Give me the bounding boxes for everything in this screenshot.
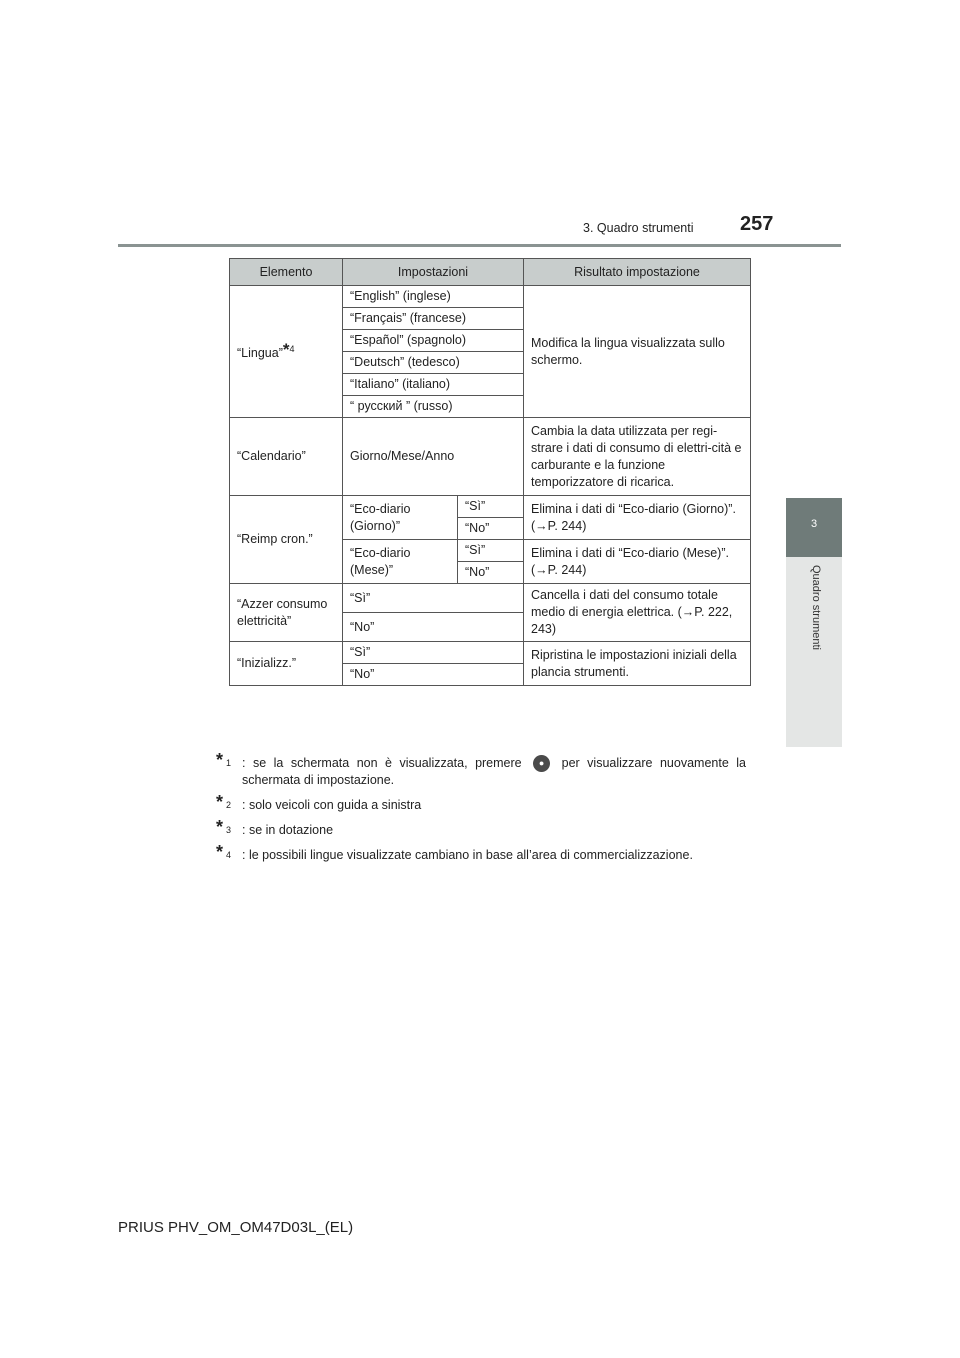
footnote-number: 4 bbox=[226, 850, 232, 861]
inizializz-yes: “Sì” bbox=[343, 642, 524, 664]
footnote-number: 2 bbox=[226, 800, 232, 811]
footnote-text: : le possibili lingue visualizzate cambiano in base all’area di commercializzazione. bbox=[242, 848, 693, 863]
inizializz-label: “Inizializz.” bbox=[230, 642, 343, 686]
footnotes bbox=[216, 750, 746, 872]
lingua-option: “Français” (francese) bbox=[343, 308, 524, 330]
calendario-result: Cambia la data utilizzata per regi-strare i dati di consumo di elettri-cità e carburante e la funzione temporizzatore di ricarica. bbox=[524, 418, 751, 496]
footnote-1 bbox=[216, 750, 746, 789]
lingua-option: “Italiano” (italiano) bbox=[343, 374, 524, 396]
eco-diario-mese-label: “Eco-diario (Mese)” bbox=[343, 540, 458, 584]
document-footer: PRIUS PHV_OM_OM47D03L_(EL) bbox=[118, 1219, 354, 1236]
header-rule bbox=[118, 244, 841, 247]
footnote-number: 1 bbox=[226, 758, 232, 768]
eco-diario-mese-yes: “Sì” bbox=[458, 540, 524, 562]
lingua-option: “Deutsch” (tedesco) bbox=[343, 352, 524, 374]
footnote-text: : solo veicoli con guida a sinistra bbox=[242, 798, 422, 813]
eco-diario-giorno-yes: “Sì” bbox=[458, 496, 524, 518]
chapter-number: 3 bbox=[810, 518, 818, 530]
lingua-option: “English” (inglese) bbox=[343, 286, 524, 308]
lingua-cell bbox=[230, 286, 343, 418]
lingua-option: “Español” (spagnolo) bbox=[343, 330, 524, 352]
eco-diario-giorno-result: Elimina i dati di “Eco-diario (Giorno)”. (→P. 244) bbox=[524, 496, 751, 540]
lingua-footnote-num: 4 bbox=[289, 343, 295, 354]
table-row bbox=[230, 286, 751, 308]
table-row bbox=[230, 642, 751, 664]
calendario-label: “Calendario” bbox=[230, 418, 343, 496]
table-header-row bbox=[230, 259, 751, 286]
footnote-4 bbox=[216, 842, 746, 864]
azzer-result: Cancella i dati del consumo totale medio di energia elettrica. (→P. 222, 243) bbox=[524, 584, 751, 642]
chapter-label: Quadro strumenti bbox=[810, 565, 822, 650]
footnote-star: * bbox=[216, 750, 224, 770]
header-impostazioni: Impostazioni bbox=[343, 259, 524, 286]
footnote-text-after: per visualizzare nuovamente la schermata di impostazione. bbox=[242, 756, 746, 788]
footnote-star: * bbox=[216, 842, 224, 863]
footnote-star: * bbox=[216, 817, 224, 838]
eco-diario-giorno-label: “Eco-diario (Giorno)” bbox=[343, 496, 458, 540]
calendario-setting: Giorno/Mese/Anno bbox=[343, 418, 524, 496]
footnote-3 bbox=[216, 817, 746, 839]
header-risultato: Risultato impostazione bbox=[524, 259, 751, 286]
lingua-result: Modifica la lingua visualizzata sullo schermo. bbox=[524, 286, 751, 418]
inizializz-result: Ripristina le impostazioni iniziali della plancia strumenti. bbox=[524, 642, 751, 686]
chapter-tab bbox=[786, 498, 842, 557]
table-row bbox=[230, 584, 751, 613]
azzer-yes: “Sì” bbox=[343, 584, 524, 613]
settings-table bbox=[229, 258, 751, 686]
header-elemento: Elemento bbox=[230, 259, 343, 286]
inizializz-no: “No” bbox=[343, 664, 524, 686]
header-section-title: 3. Quadro strumenti bbox=[583, 221, 694, 235]
footnote-star: * bbox=[216, 792, 224, 813]
footnote-number: 3 bbox=[226, 825, 232, 836]
lingua-option: “ русский ” (russo) bbox=[343, 396, 524, 418]
azzer-label: “Azzer consumo elettricità” bbox=[230, 584, 343, 642]
reimp-label: “Reimp cron.” bbox=[230, 496, 343, 584]
table-row bbox=[230, 418, 751, 496]
lingua-label: “Lingua” bbox=[237, 346, 283, 361]
footnote-text: : se in dotazione bbox=[242, 823, 334, 838]
lingua-footnote-mark: * bbox=[282, 339, 290, 359]
page-number: 257 bbox=[740, 213, 774, 235]
azzer-no: “No” bbox=[343, 613, 524, 642]
table-row bbox=[230, 496, 751, 518]
knob-icon: ● bbox=[533, 755, 550, 772]
eco-diario-giorno-no: “No” bbox=[458, 518, 524, 540]
eco-diario-mese-result: Elimina i dati di “Eco-diario (Mese)”. (→P. 244) bbox=[524, 540, 751, 584]
footnote-text bbox=[232, 755, 746, 789]
footnote-text-before: : se la schermata non è visualizzata, premere bbox=[242, 756, 522, 770]
footnote-2 bbox=[216, 792, 746, 814]
eco-diario-mese-no: “No” bbox=[458, 562, 524, 584]
